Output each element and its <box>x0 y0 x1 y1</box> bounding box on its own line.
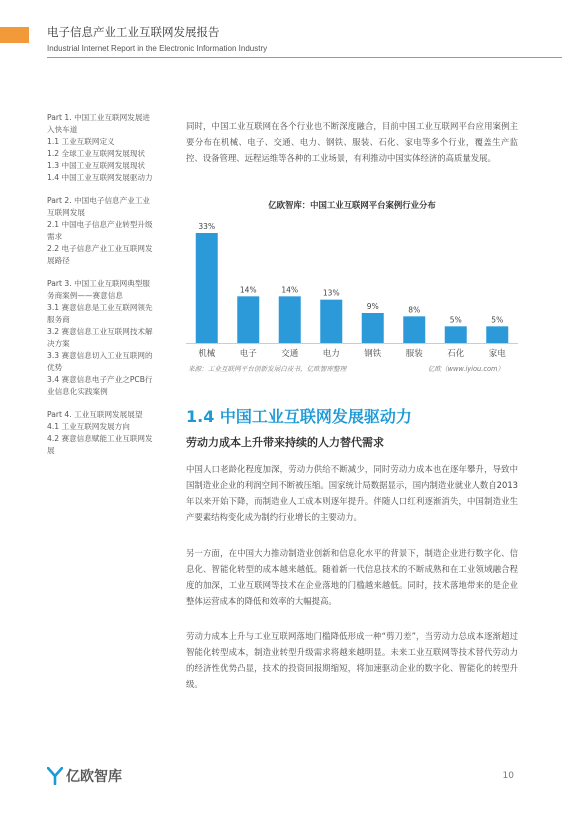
toc-line[interactable]: 3.1 赛意信息是工业互联网领先 <box>47 303 153 312</box>
bar-交通 <box>279 296 301 343</box>
table-of-contents <box>47 112 171 468</box>
body-paragraph: 中国人口老龄化程度加深，劳动力供给不断减少，同时劳动力成本也在逐年攀升，导致中国制造业企业的利润空间不断被压缩。国家统计局数据显示，国内制造业就业人数自2013年以来开始下降，而制造业人工成本则逐年提升。伴随人口红利逐渐消失，中国制造业生产要素结构变化成为制约行业增长的主要动力。 <box>186 464 518 522</box>
toc-part-3 <box>47 278 171 398</box>
bar-钢铁 <box>362 313 384 343</box>
toc-line[interactable]: 1.3 中国工业互联网发展现状 <box>47 161 146 170</box>
bar-电子 <box>237 296 259 343</box>
page-number: 10 <box>502 771 514 781</box>
footer-logo <box>47 766 122 786</box>
bar-石化 <box>445 326 467 343</box>
bar-服装 <box>403 316 425 343</box>
category-label: 机械 <box>198 349 216 359</box>
header-accent-bar <box>0 27 29 43</box>
toc-line[interactable]: 务商案例——赛意信息 <box>47 291 123 300</box>
category-label: 电子 <box>239 349 257 359</box>
chart-title: 亿欧智库：中国工业互联网平台案例行业分布 <box>268 200 436 210</box>
toc-line[interactable]: Part 3. 中国工业互联网典型服 <box>47 279 150 288</box>
toc-line[interactable]: Part 4. 工业互联网发展展望 <box>47 410 143 419</box>
data-label: 9% <box>366 302 379 311</box>
category-label: 电力 <box>322 349 340 359</box>
data-label: 14% <box>281 285 299 295</box>
toc-part-1 <box>47 112 171 184</box>
category-label: 交通 <box>281 349 299 359</box>
yiou-logo-icon <box>47 767 63 785</box>
data-label: 5% <box>491 315 504 325</box>
toc-line[interactable]: 1.1 工业互联网定义 <box>47 137 115 146</box>
toc-part-2 <box>47 195 171 267</box>
toc-line[interactable]: 业信息化实践案例 <box>47 387 108 396</box>
logo-text: 亿欧智库 <box>66 769 122 785</box>
toc-line[interactable]: 需求 <box>47 232 63 241</box>
body-paragraph: 劳动力成本上升与工业互联网落地门槛降低形成一种“剪刀差”，当劳动力总成本逐渐超过智能化转型成本，制造业转型升级需求将越来越明显。未来工业互联网等技术替代劳动力的经济性优势凸显，技术的投资回报期缩短，将加速驱动企业的数字化、智能化的转型升级。 <box>186 631 518 689</box>
bar-电力 <box>320 300 342 343</box>
bar-家电 <box>486 326 508 343</box>
category-label: 服装 <box>405 349 423 359</box>
data-label: 5% <box>449 315 462 325</box>
intro-paragraph: 同时，中国工业互联网在各个行业也不断深度融合，目前中国工业互联网平台应用案例主要分布在机械、电子、交通、电力、钢铁、服装、石化、家电等多个行业，覆盖生产监控、设备管理、远程运维等各种的工业场景，有利推动中国实体经济的高质量发展。 <box>186 121 518 163</box>
data-label: 14% <box>239 285 257 295</box>
header-divider <box>47 57 562 58</box>
toc-line[interactable]: 2.2 电子信息产业工业互联网发 <box>47 244 153 253</box>
toc-line[interactable]: 3.2 赛意信息工业互联网技术解 <box>47 327 153 336</box>
toc-line[interactable]: 入快车道 <box>47 125 78 134</box>
toc-line[interactable]: 互联网发展 <box>47 208 85 217</box>
category-label: 石化 <box>447 349 465 359</box>
chart-source-brand: 亿欧（www.iyiou.com） <box>427 365 504 373</box>
data-label: 13% <box>322 288 340 298</box>
toc-part-4 <box>47 409 171 457</box>
body-paragraph: 另一方面，在中国大力推动制造业创新和信息化水平的背景下，制造企业进行数字化、信息化、智能化转型的成本越来越低。随着新一代信息技术的不断成熟和在工业领域融合程度的加深，工业互联网等技术在企业落地的门槛越来越低。同时，技术落地带来的是企业整体运营成本的降低和效率的大幅提高。 <box>186 548 518 606</box>
toc-line[interactable]: Part 2. 中国电子信息产业工业 <box>47 196 150 205</box>
toc-line[interactable]: 1.4 中国工业互联网发展驱动力 <box>47 173 153 182</box>
toc-line[interactable]: Part 1. 中国工业互联网发展进 <box>47 113 150 122</box>
section-title: 1.4 中国工业互联网发展驱动力 <box>186 407 412 426</box>
toc-line[interactable]: 3.4 赛意信息电子产业之PCB行 <box>47 375 153 384</box>
toc-line[interactable]: 4.2 赛意信息赋能工业互联网发 <box>47 434 153 443</box>
toc-line[interactable]: 2.1 中国电子信息产业转型升级 <box>47 220 153 229</box>
category-label: 钢铁 <box>364 349 382 359</box>
data-label: 8% <box>408 305 421 315</box>
bar-机械 <box>196 233 218 343</box>
category-label: 家电 <box>488 349 506 359</box>
data-label: 33% <box>198 222 216 231</box>
toc-line[interactable]: 服务商 <box>47 315 70 324</box>
toc-line[interactable]: 4.1 工业互联网发展方向 <box>47 422 130 431</box>
chart-source: 来源：工业互联网平台创新发展白皮书，亿欧智库整理 <box>188 365 347 373</box>
toc-line[interactable]: 1.2 全球工业互联网发展现状 <box>47 149 146 158</box>
toc-line[interactable]: 优势 <box>47 363 63 372</box>
industry-distribution-bar-chart <box>186 212 518 362</box>
section-subtitle: 劳动力成本上升带来持续的人力替代需求 <box>186 436 384 449</box>
report-subtitle: Industrial Internet Report in the Electronic Information Industry <box>47 44 268 53</box>
toc-line[interactable]: 决方案 <box>47 339 70 348</box>
toc-line[interactable]: 3.3 赛意信息切入工业互联网的 <box>47 351 153 360</box>
toc-line[interactable]: 展 <box>47 446 55 455</box>
report-title: 电子信息产业工业互联网发展报告 <box>47 25 220 39</box>
toc-line[interactable]: 展路径 <box>47 256 70 265</box>
